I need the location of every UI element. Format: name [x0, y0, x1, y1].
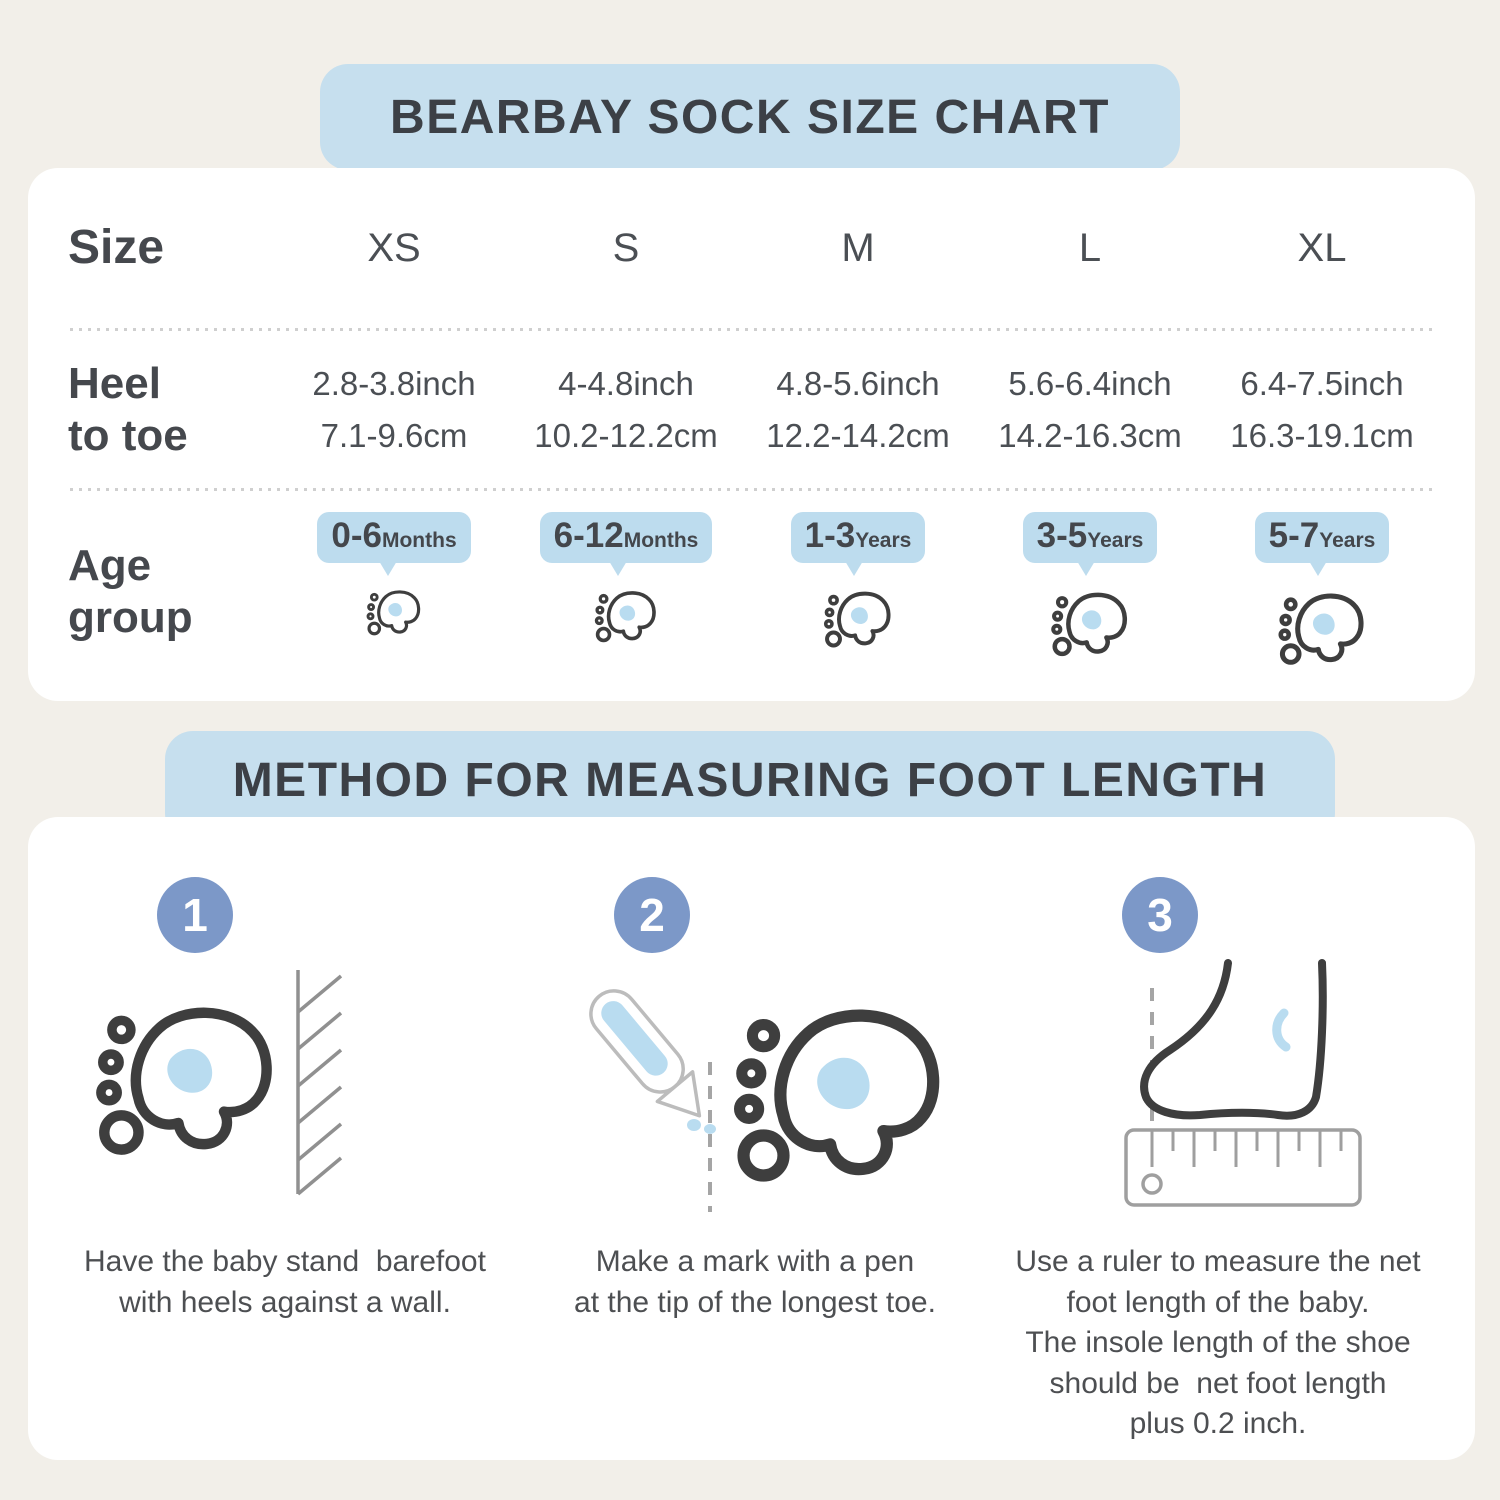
heel-range-l: 5.6-6.4inch 14.2-16.3cm [998, 365, 1182, 454]
heel-range-s: 4-4.8inch 10.2-12.2cm [534, 365, 718, 454]
age-cell-xl [1255, 512, 1390, 677]
step-3-caption: Use a ruler to measure the net foot length of the baby. The insole length of the shoe should be net foot length plus 0.2 inch. [1015, 1245, 1421, 1440]
method-card [28, 817, 1475, 1460]
heel-range-xs: 2.8-3.8inch 7.1-9.6cm [312, 365, 476, 454]
footprint-icon [822, 585, 894, 657]
footprint-icon [1276, 585, 1368, 677]
age-badge: 5-7 Years [1255, 512, 1390, 563]
size-chart-title-banner [320, 64, 1180, 170]
size-row [68, 168, 1438, 328]
step-2-number-badge: 2 [614, 877, 690, 953]
footprint-icon [593, 585, 659, 651]
pencil-marking-toe-icon [558, 967, 958, 1247]
size-header-s: S [612, 225, 640, 270]
step-2-caption: Make a mark with a pen at the tip of the longest toe. [574, 1245, 936, 1319]
heel-row-label: Heel to toe [68, 358, 188, 460]
age-cell-xs [317, 512, 470, 643]
age-badge: 1-3 Years [791, 512, 926, 563]
size-header-xs: XS [367, 225, 421, 270]
age-badge: 3-5 Years [1023, 512, 1158, 563]
age-group-row [68, 490, 1438, 723]
heel-range-m: 4.8-5.6inch 12.2-14.2cm [766, 365, 950, 454]
foot-on-ruler-icon [1108, 955, 1398, 1225]
age-badge: 0-6 Months [317, 512, 470, 563]
size-chart-card [28, 168, 1475, 701]
footprint-icon [365, 585, 423, 643]
footprint-icon [1049, 585, 1131, 667]
age-cell-s [540, 512, 713, 651]
size-header-xl: XL [1297, 225, 1347, 270]
size-header-m: M [841, 225, 875, 270]
age-cell-m [791, 512, 926, 657]
size-header-l: L [1078, 225, 1102, 270]
age-row-label: Age group [68, 541, 193, 642]
size-chart-title: BEARBAY SOCK SIZE CHART [390, 90, 1110, 144]
age-cell-l [1023, 512, 1158, 667]
heel-range-xl: 6.4-7.5inch 16.3-19.1cm [1230, 365, 1414, 454]
method-title: METHOD FOR MEASURING FOOT LENGTH [232, 753, 1268, 807]
size-row-label: Size [68, 220, 165, 274]
heel-to-toe-row [68, 331, 1438, 488]
step-3-number-badge: 3 [1122, 877, 1198, 953]
step-1-number-badge: 1 [157, 877, 233, 953]
footprint-against-wall-icon [86, 962, 356, 1232]
step-1-caption: Have the baby stand barefoot with heels against a wall. [84, 1245, 486, 1319]
age-badge: 6-12 Months [540, 512, 713, 563]
